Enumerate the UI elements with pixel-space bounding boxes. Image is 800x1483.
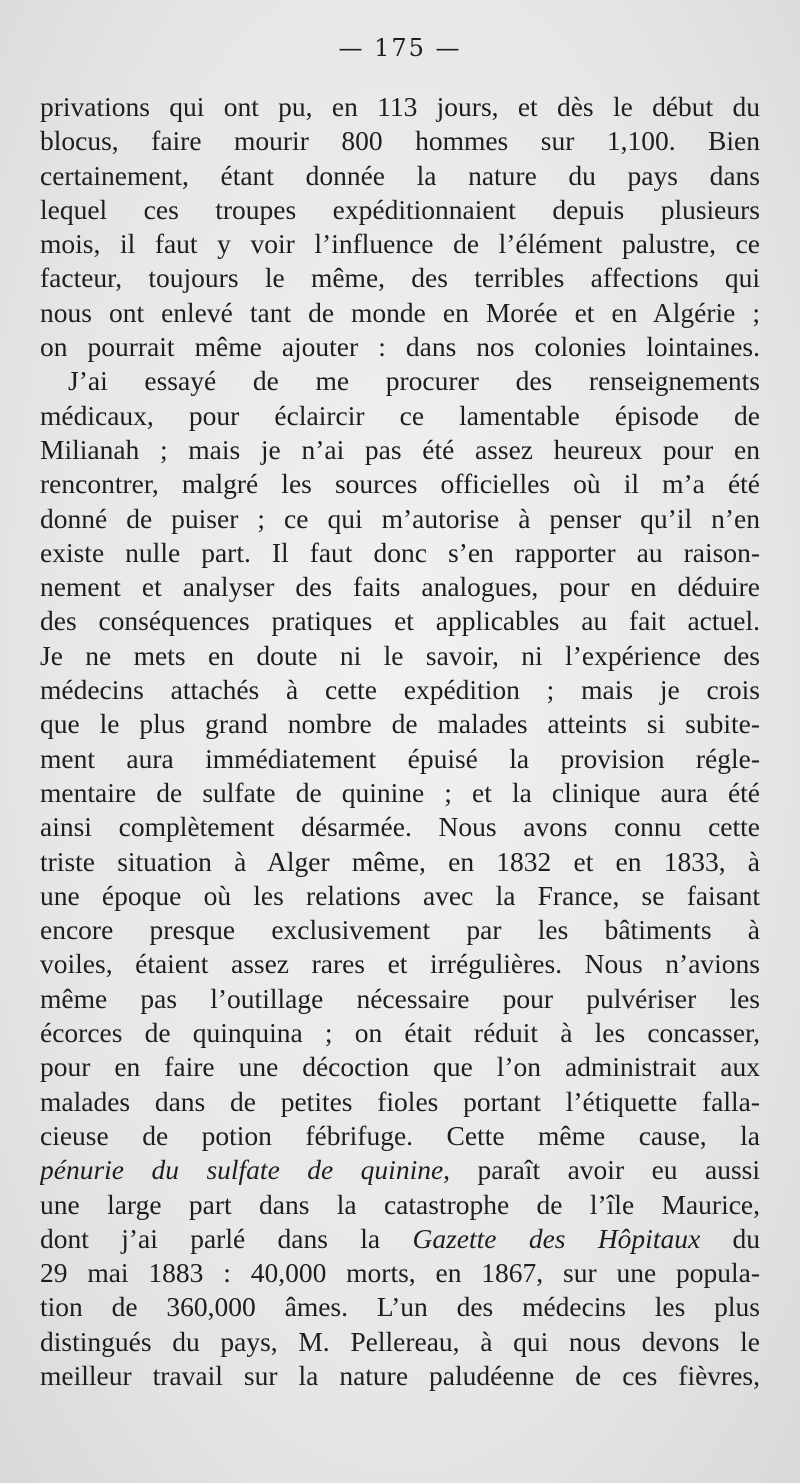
text-line: écorces de quinquina ; on était réduit à les concasser, <box>40 1017 760 1049</box>
italic-journal-title: Gazette des Hôpitaux <box>412 1222 701 1254</box>
text-line: J’ai essayé de me procurer des renseignements <box>68 365 760 397</box>
text-line: ainsi complètement désarmée. Nous avons connu cette <box>40 811 760 843</box>
text-line: voiles, étaient assez rares et irrégulières. Nous n’avions <box>40 948 760 980</box>
body-text <box>40 90 760 1393</box>
italic-phrase: pénurie du sulfate de quinine <box>40 1154 444 1186</box>
text-line: 29 mai 1883 : 40,000 morts, en 1867, sur une popula- <box>40 1257 760 1289</box>
paragraph-1 <box>40 90 760 364</box>
text-line: existe nulle part. Il faut donc s’en rapporter au raison- <box>40 536 760 568</box>
text-line: on pourrait même ajouter : dans nos colonies lointaines. <box>40 331 760 363</box>
text-line: mois, il faut y voir l’influence de l’élément palustre, ce <box>40 228 760 260</box>
text-line: encore presque exclusivement par les bâtiments à <box>40 914 760 946</box>
text-line: facteur, toujours le même, des terribles affections qui <box>40 262 760 294</box>
text-line: cieuse de potion fébrifuge. Cette même cause, la <box>40 1119 760 1151</box>
text-line: nous ont enlevé tant de monde en Morée et en Algérie ; <box>40 296 760 328</box>
text-line: distingués du pays, M. Pellereau, à qui nous devons le <box>40 1325 760 1357</box>
text-line: une époque où les relations avec la France, se faisant <box>40 879 760 911</box>
text-line: nement et analyser des faits analogues, pour en déduire <box>40 571 760 603</box>
text-line: donné de puiser ; ce qui m’autorise à penser qu’il n’en <box>40 502 760 534</box>
text-line: lequel ces troupes expéditionnaient depuis plusieurs <box>40 193 760 225</box>
text-line <box>40 1153 760 1187</box>
text-line: une large part dans la catastrophe de l’île Maurice, <box>40 1188 760 1220</box>
text-fragment: , paraît avoir eu aussi <box>443 1154 760 1186</box>
text-line: triste situation à Alger même, en 1832 et en 1833, à <box>40 845 760 877</box>
text-line: meilleur travail sur la nature paludéenne de ces fièvres, <box>40 1359 760 1391</box>
text-fragment: du <box>700 1222 760 1254</box>
text-line: malades dans de petites fioles portant l’étiquette falla- <box>40 1085 760 1117</box>
text-line: des conséquences pratiques et applicables au fait actuel. <box>40 605 760 637</box>
text-line: médicaux, pour éclaircir ce lamentable épisode de <box>40 399 760 431</box>
text-line <box>40 1222 760 1256</box>
text-line: certainement, étant donnée la nature du pays dans <box>40 159 760 191</box>
text-line: mentaire de sulfate de quinine ; et la clinique aura été <box>40 776 760 808</box>
text-line: médecins attachés à cette expédition ; mais je crois <box>40 674 760 706</box>
text-line: blocus, faire mourir 800 hommes sur 1,100. Bien <box>40 125 760 157</box>
text-fragment: dont j’ai parlé dans la <box>40 1222 413 1254</box>
text-line: pour en faire une décoction que l’on administrait aux <box>40 1051 760 1083</box>
text-line: que le plus grand nombre de malades atteints si subite- <box>40 708 760 740</box>
text-line: rencontrer, malgré les sources officielles où il m’a été <box>40 468 760 500</box>
text-line: tion de 360,000 âmes. L’un des médecins les plus <box>40 1291 760 1323</box>
text-line: ment aura immédiatement épuisé la provision régle- <box>40 742 760 774</box>
text-line: Je ne mets en doute ni le savoir, ni l’expérience des <box>40 639 760 671</box>
page-number: — 175 — <box>338 34 462 62</box>
paragraph-2 <box>40 364 760 1393</box>
text-line: privations qui ont pu, en 113 jours, et dès le début du <box>40 91 760 122</box>
text-line: Milianah ; mais je n’ai pas été assez heureux pour en <box>40 433 760 465</box>
text-line: même pas l’outillage nécessaire pour pulvériser les <box>40 982 760 1014</box>
